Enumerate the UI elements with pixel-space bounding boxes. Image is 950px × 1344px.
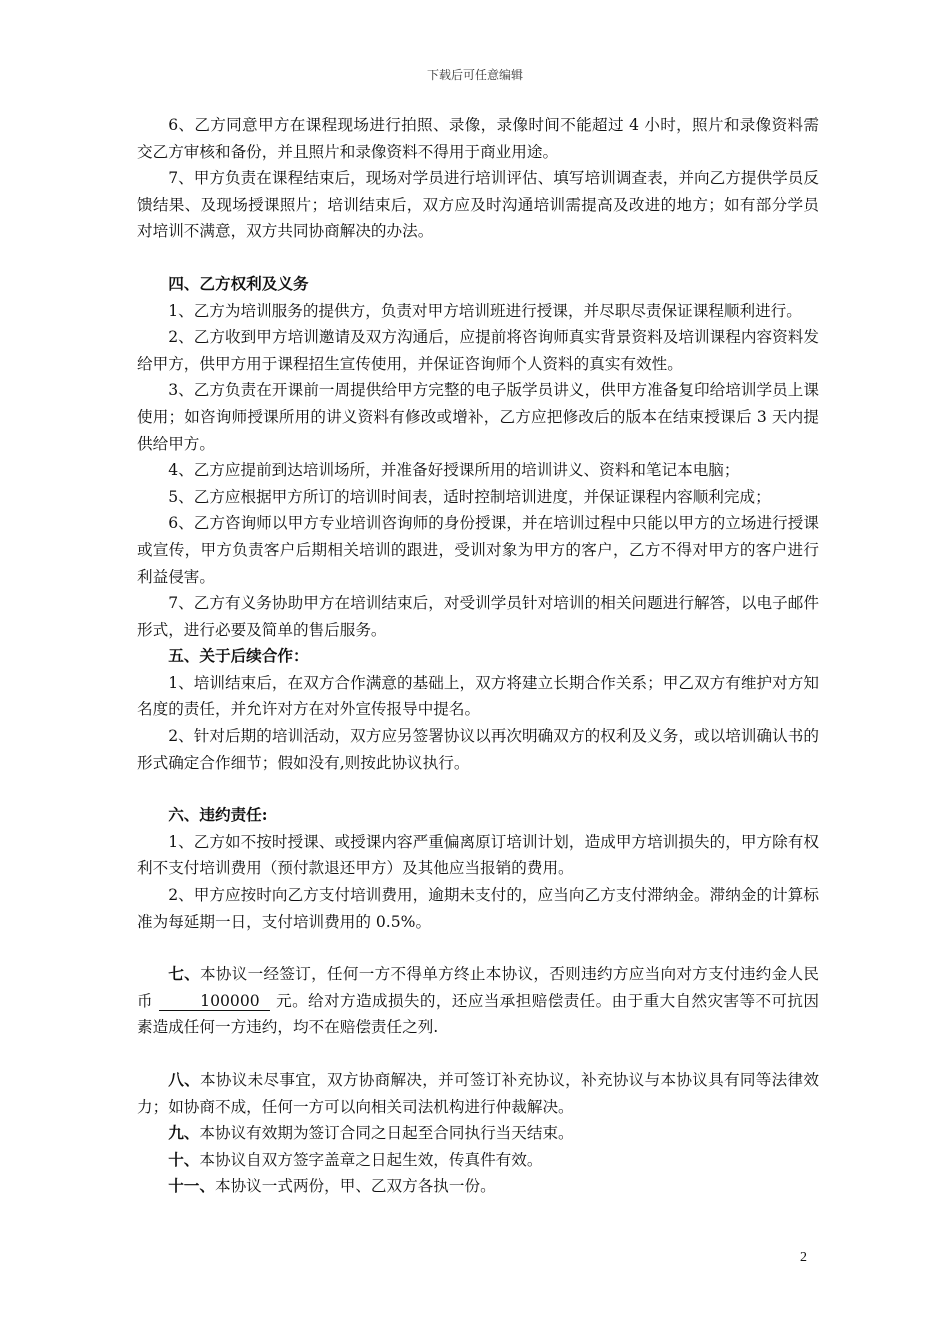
section-11-label: 十一、 [168, 1176, 215, 1196]
section-9 [137, 1120, 819, 1147]
section-11-text: 本协议一式两份，甲、乙双方各执一份。 [214, 1177, 496, 1196]
section-7 [137, 961, 819, 1041]
section-9-text: 本协议有效期为签订合同之日起至合同执行当天结束。 [199, 1124, 574, 1143]
page-header: 下载后可任意编辑 [426, 68, 523, 82]
clause-5-1: 1、培训结束后，在双方合作满意的基础上，双方将建立长期合作关系；甲乙双方有维护对方知名度的责任，并允许对方在对外宣传报导中提名。 [137, 673, 819, 719]
section-7-text-before: 本协议一经签订，任何一方不得单方终止本协议，否则违约方应当向对方支付违约金人民币 [137, 965, 819, 1010]
section-10-label: 十、 [168, 1149, 200, 1169]
clause-5-2: 2、针对后期的培训活动，双方应另签署协议以再次明确双方的权利及义务，或以培训确认书的形式确定合作细节；假如没有,则按此协议执行。 [137, 727, 819, 772]
section-10-text: 本协议自双方签字盖章之日起生效，传真件有效。 [199, 1150, 543, 1169]
clause-4-1: 1、乙方为培训服务的提供方，负责对甲方培训班进行授课，并尽职尽责保证课程顺利进行。 [168, 301, 802, 320]
section-7-label: 七、 [168, 964, 200, 984]
clause-6-1: 1、乙方如不按时授课、或授课内容严重偏离原订培训计划，造成甲方培训损失的，甲方除有权利不支付培训费用（预付款退还甲方）及其他应当报销的费用。 [137, 832, 819, 878]
clause-4-7: 7、乙方有义务协助甲方在培训结束后，对受训学员针对培训的相关问题进行解答，以电子邮件形式，进行必要及简单的售后服务。 [137, 594, 819, 639]
section-8-text: 本协议未尽事宜，双方协商解决，并可签订补充协议，补充协议与本协议具有同等法律效力；如协商不成，任何一方可以向相关司法机构进行仲裁解决。 [137, 1071, 819, 1116]
section-5-heading: 五、关于后续合作： [168, 646, 309, 666]
section-10 [137, 1147, 819, 1174]
penalty-amount: 100000 [159, 992, 270, 1011]
clause-4-5: 5、乙方应根据甲方所订的培训时间表，适时控制培训进度，并保证课程内容顺利完成； [168, 487, 771, 506]
clause-4-6: 6、乙方咨询师以甲方专业培训咨询师的身份授课，并在培训过程中只能以甲方的立场进行授课或宣传，甲方负责客户后期相关培训的跟进，受训对象为甲方的客户，乙方不得对甲方的客户进行利益侵害。 [137, 514, 819, 586]
section-7-text-after: 元。给对方造成损失的，还应当承担赔偿责任。由于重大自然灾害等不可抗因素造成任何一方违约，均不在赔偿责任之列. [137, 991, 819, 1037]
section-4-heading: 四、乙方权利及义务 [168, 273, 309, 293]
clause-3-6: 6、乙方同意甲方在课程现场进行拍照、录像，录像时间不能超过 4 小时，照片和录像资料需交乙方审核和备份，并且照片和录像资料不得用于商业用途。 [137, 116, 819, 161]
clause-4-4: 4、乙方应提前到达培训场所，并准备好授课所用的培训讲义、资料和笔记本电脑； [168, 461, 740, 480]
clause-6-2: 2、甲方应按时向乙方支付培训费用，逾期未支付的，应当向乙方支付滞纳金。滞纳金的计算标准为每延期一日，支付培训费用的 0.5%。 [137, 886, 819, 931]
section-6-heading: 六、违约责任: [168, 805, 268, 825]
spacer [137, 245, 819, 271]
spacer [137, 1041, 819, 1067]
section-11 [137, 1173, 819, 1200]
section-8-label: 八、 [168, 1070, 200, 1089]
spacer [137, 935, 819, 961]
spacer [137, 776, 819, 802]
page-number: 2 [800, 1250, 807, 1265]
clause-4-2: 2、乙方收到甲方培训邀请及双方沟通后，应提前将咨询师真实背景资料及培训课程内容资料发给甲方，供甲方用于课程招生宣传使用，并保证咨询师个人资料的真实有效性。 [137, 328, 819, 373]
section-8 [137, 1067, 819, 1120]
document-body [137, 112, 819, 1200]
section-9-label: 九、 [168, 1123, 200, 1143]
clause-3-7: 7、甲方负责在课程结束后，现场对学员进行培训评估、填写培训调查表，并向乙方提供学员反馈结果、及现场授课照片；培训结束后，双方应及时沟通培训需提高及改进的地方；如有部分学员对培训不满意，双方共同协商解决的办法。 [137, 169, 819, 241]
clause-4-3: 3、乙方负责在开课前一周提供给甲方完整的电子版学员讲义，供甲方准备复印给培训学员上课使用；如咨询师授课所用的讲义资料有修改或增补，乙方应把修改后的版本在结束授课后 3 天内提供给甲方。 [137, 381, 819, 453]
